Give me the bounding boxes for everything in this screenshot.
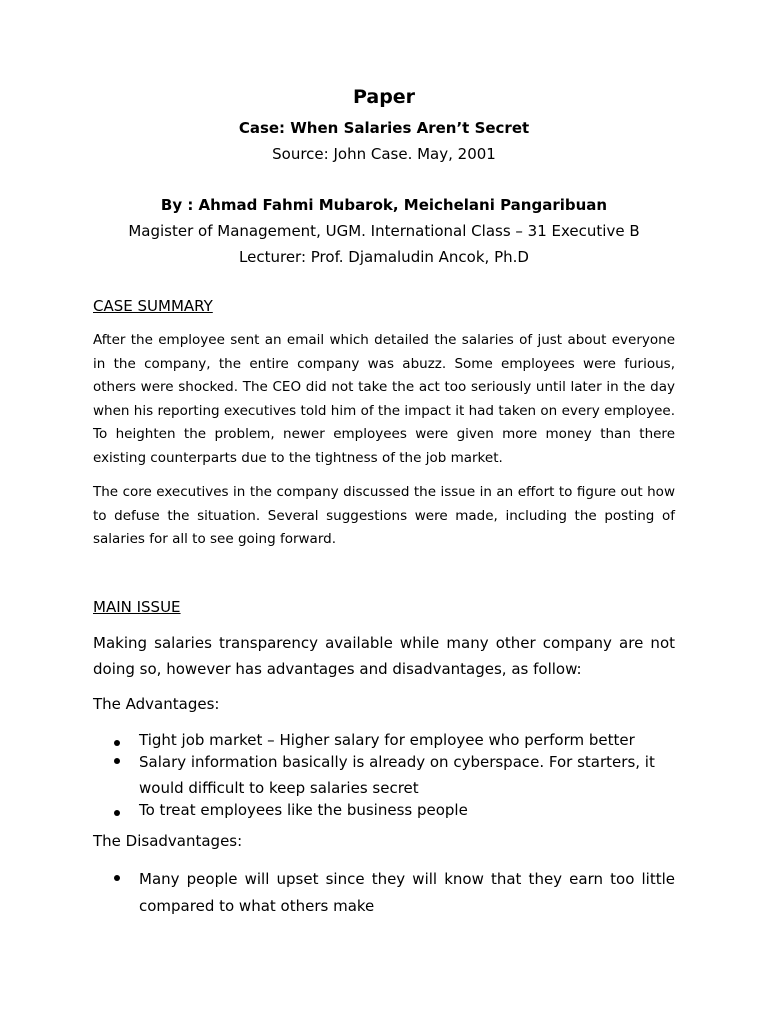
list-item-text: Salary information basically is already on cyberspace. For starters, it would difficult to keep salaries secret (139, 753, 655, 797)
list-item-text: To treat employees like the business people (139, 801, 468, 819)
disadvantages-list (93, 866, 675, 920)
main-issue-heading: MAIN ISSUE (93, 598, 181, 616)
advantages-label: The Advantages: (93, 695, 220, 713)
list-item (93, 866, 675, 920)
list-item-text: Many people will upset since they will know that they earn too little compared to what others make (139, 870, 675, 915)
lecturer-line: Lecturer: Prof. Djamaludin Ancok, Ph.D (239, 248, 529, 266)
advantages-list (93, 731, 675, 819)
list-item (93, 749, 675, 801)
summary-paragraph-1: After the employee sent an email which detailed the salaries of just about everyone in the company, the entire company was abuzz. Some employees were furious, others were shocked. The CEO did not take the act too seriously until later in the day when his reporting executives told him of the impact it had taken on every employee. To heighten the problem, newer employees were given more money than there existing counterparts due to the tightness of the job market. (93, 332, 675, 466)
case-title: Case: When Salaries Aren’t Secret (238, 119, 530, 137)
list-item (93, 731, 675, 749)
main-issue-intro: Making salaries transparency available while many other company are not doing so, however has advantages and disadvantages, as follow: (93, 634, 675, 678)
bullet-icon (114, 810, 120, 816)
summary-paragraph-2: The core executives in the company discussed the issue in an effort to figure out how to defuse the situation. Several suggestions were made, including the posting of salaries for all to see going forward. (93, 484, 675, 548)
bullet-icon (114, 875, 120, 881)
authors-line: By : Ahmad Fahmi Mubarok, Meichelani Pangaribuan (160, 196, 608, 214)
affiliation-line: Magister of Management, UGM. International Class – 31 Executive B (128, 222, 640, 240)
disadvantages-label: The Disadvantages: (93, 832, 243, 850)
bullet-icon (114, 740, 120, 746)
page-title: Paper (352, 86, 416, 108)
bullet-icon (114, 758, 120, 764)
case-summary-heading: CASE SUMMARY (93, 297, 213, 315)
source-line: Source: John Case. May, 2001 (272, 145, 496, 163)
list-item-text: Tight job market – Higher salary for employee who perform better (139, 731, 635, 749)
list-item (93, 801, 675, 819)
